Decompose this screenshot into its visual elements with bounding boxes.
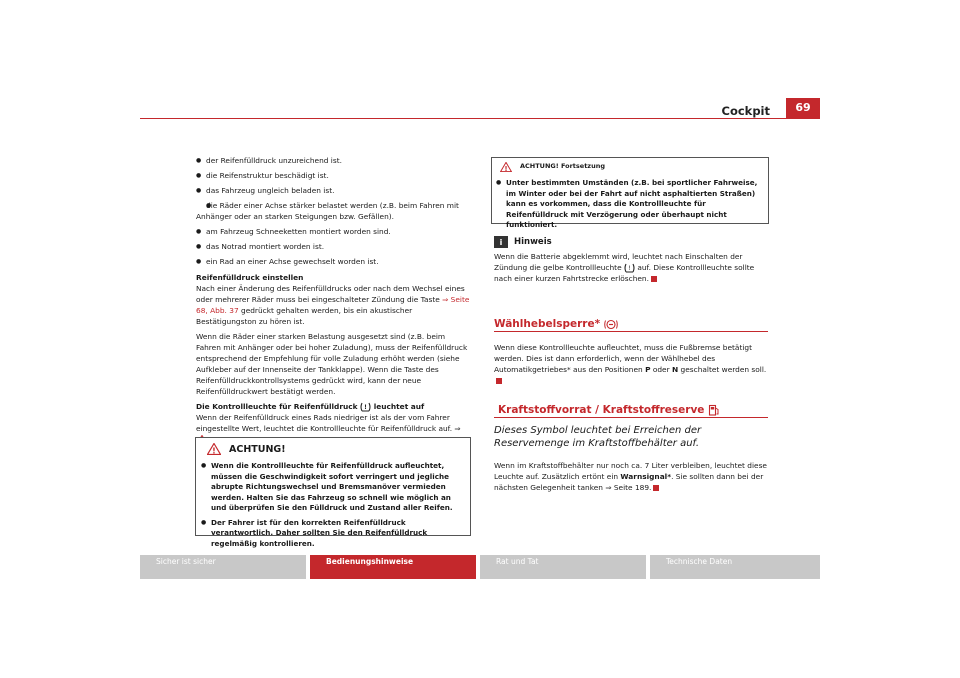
hinweis-title: Hinweis: [514, 236, 552, 247]
warning-item: ● Der Fahrer ist für den korrekten Reifenfülldruck verantwortlich. Daher sollten Sie den Reifenfülldruck regelmäßig kontrollieren.: [201, 518, 465, 550]
section-title-waehlhebelsperre: Wählhebelsperre*: [494, 318, 618, 330]
footer-tab-sicher-ist-sicher[interactable]: Sicher ist sicher: [140, 555, 306, 579]
warning-continuation-title: ACHTUNG! Fortsetzung: [520, 162, 605, 170]
footer-tab-technische-daten[interactable]: Technische Daten: [650, 555, 820, 579]
note-icon: i: [494, 236, 508, 248]
list-item: ● der Reifenfülldruck unzureichend ist.: [196, 155, 471, 166]
list-item: ● am Fahrzeug Schneeketten montiert worden sind.: [196, 226, 471, 237]
section-rule: [494, 331, 768, 332]
header-rule: [140, 118, 820, 119]
end-marker-icon: [651, 276, 657, 282]
heading-reifenfuelldruck-einstellen: Reifenfülldruck einstellen: [196, 273, 304, 282]
list-item: ● die Reifenstruktur beschädigt ist.: [196, 170, 471, 181]
footer-tab-rat-und-tat[interactable]: Rat und Tat: [480, 555, 646, 579]
list-item: ● ein Rad an einer Achse gewechselt worden ist.: [196, 256, 471, 267]
page-number: 69: [786, 98, 820, 118]
warning-triangle-icon: [500, 162, 512, 172]
kraftstoff-text: Wenn im Kraftstoffbehälter nur noch ca. 7 Liter verbleiben, leuchtet diese Leuchte auf. Zusätzlich ertönt ein Warnsignal*. Sie sollten dann bei der nächsten Gelegenheit tanken ⇒ Seite 189.: [494, 461, 767, 492]
tire-pressure-icon: [360, 402, 371, 412]
hinweis-section: [494, 236, 774, 288]
brake-pedal-icon: [604, 319, 618, 330]
svg-text:!: !: [504, 164, 508, 172]
svg-text:!: !: [364, 404, 367, 411]
end-marker-icon: [496, 378, 502, 384]
waehlhebelsperre-text: Wenn diese Kontrollleuchte aufleuchtet, muss die Fußbremse betätigt werden. Dies ist dann erforderlich, wenn der Wählhebel des Automatikgetriebes* aus den Positionen P oder N geschaltet werden soll.: [494, 342, 768, 390]
warning-continuation-box: [491, 157, 769, 229]
svg-text:!: !: [628, 265, 631, 272]
hinweis-text: Wenn die Batterie abgeklemmt wird, leuchtet nach Einschalten der Zündung die gelbe Kontrollleuchte ! auf. Diese Kontrollleuchte sollte nach einer kurzen Fahrtstrecke erlöschen.: [494, 252, 755, 283]
section-rule: [494, 417, 768, 418]
paragraph-leuchtet-auf: Wenn der Reifenfülldruck eines Rads niedriger ist als der vom Fahrer eingestellte Wert, leuchtet die Kontrollleuchte für Reifenfülldruck auf. ⇒: [196, 412, 471, 445]
kraftstoff-subtitle: Dieses Symbol leuchtet bei Erreichen der Reservemenge im Kraftstoffbehälter auf.: [494, 425, 702, 449]
list-item: ● die Räder einer Achse stärker belastet werden (z.B. beim Fahren mit Anhänger oder an starken Steigungen bzw. Gefällen).: [196, 200, 471, 222]
warning-box: [195, 437, 471, 548]
warning-item: ● Wenn die Kontrollleuchte für Reifenfülldruck aufleuchtet, müssen die Geschwindigkeit sofort verringert und jegliche abrupte Richtungswechsel und Bremsmanöver vermieden werden. Halten Sie das Fahrzeug so schnell wie möglich an und überprüfen Sie den Fülldruck und Zustand aller Reifen.: [201, 461, 465, 514]
fuel-pump-icon: [708, 404, 720, 416]
paragraph-einstellen: Nach einer Änderung des Reifenfülldrucks oder nach dem Wechsel eines oder mehrerer Räder muss bei eingeschalteter Zündung die Taste ⇒ Seite 68, Abb. 37 gedrückt gehalten werden, bis ein akustischer Bestätigungston zu hören ist.: [196, 284, 470, 326]
left-column: [196, 155, 471, 449]
list-item: ● das Fahrzeug ungleich beladen ist.: [196, 185, 471, 196]
end-marker-icon: [653, 485, 659, 491]
header-title: Cockpit: [721, 104, 770, 118]
list-item: ● das Notrad montiert worden ist.: [196, 241, 471, 252]
section-title-kraftstoff: Kraftstoffvorrat / Kraftstoffreserve: [498, 404, 720, 416]
warning-triangle-icon: [207, 443, 221, 455]
tire-pressure-icon: [624, 263, 635, 273]
svg-text:!: !: [212, 446, 216, 455]
footer-tab-bedienungshinweise[interactable]: Bedienungshinweise: [310, 555, 476, 579]
paragraph-belastung: Wenn die Räder einer starken Belastung ausgesetzt sind (z.B. beim Fahren mit Anhänger oder bei hoher Zuladung), muss der Reifenfülldruck entsprechend der Empfehlung für volle Zuladung erhöht werden (siehe Aufkleber auf der Innenseite der Tankklappe). Wenn die Taste des Reifenfülldruckkontrollsystems gedrückt wird, kann der neue Reifenfülldruckwert bestätigt werden.: [196, 332, 468, 396]
page-reference-link[interactable]: ⇒ Seite 68, Abb. 37: [196, 295, 470, 315]
heading-kontrollleuchte: Die Kontrollleuchte für Reifenfülldruck ! leuchtet auf: [196, 402, 425, 411]
warning-item: ● Unter bestimmten Umständen (z.B. bei sportlicher Fahrweise, im Winter oder bei der Fahrt auf nicht asphaltierten Straßen) kann es vorkommen, dass die Kontrollleuchte für Reifenfülldruck mit Verzögerung oder überhaupt nicht funktioniert.: [496, 178, 762, 231]
warning-title: ACHTUNG!: [229, 443, 286, 455]
